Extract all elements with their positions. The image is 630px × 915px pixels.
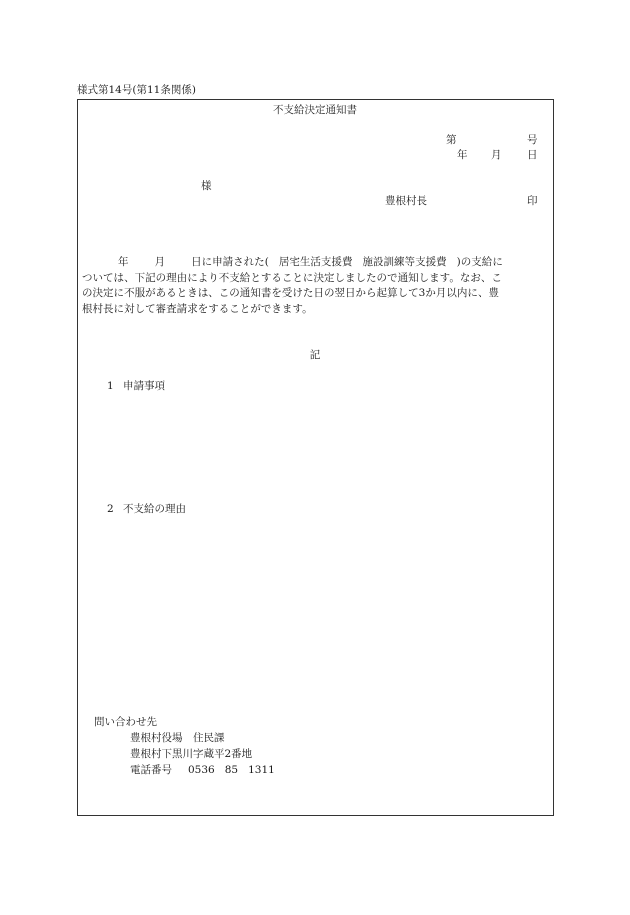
- date-month-label: 月: [491, 149, 502, 161]
- issuer-name: 豊根村長: [385, 195, 427, 207]
- item-denial-reason: [107, 503, 186, 516]
- date-year-label: 年: [457, 149, 468, 161]
- seal-mark: 印: [527, 195, 538, 207]
- ki-heading: 記: [309, 349, 321, 361]
- notice-body: [82, 255, 552, 317]
- option-facility-support: 施設訓練等支援費: [362, 256, 447, 268]
- item-label: 不支給の理由: [123, 503, 186, 515]
- body-month-label: 月: [154, 256, 166, 268]
- notice-line-4: 根村長に対して審査請求をすることができます。: [82, 302, 313, 315]
- document-number-suffix: 号: [527, 134, 538, 146]
- contact-office: 豊根村役場 住民課: [130, 732, 225, 744]
- phone-exchange: 85: [224, 764, 239, 776]
- notice-line-2: ついては、下記の理由により不支給とすることに決定しましたので通知します。なお、こ: [82, 271, 502, 284]
- item-number: 1: [107, 380, 114, 392]
- body-year-label: 年: [118, 256, 129, 268]
- addressee-honorific: 様: [201, 180, 212, 192]
- phone-line-number: 1311: [248, 764, 275, 776]
- body-line-1-tail: )の支給に: [456, 256, 503, 268]
- phone-label: 電話番号: [130, 764, 172, 776]
- contact-heading: 問い合わせ先: [94, 716, 157, 728]
- notice-line-1: [82, 255, 552, 271]
- form-number-label: 様式第14号(第11条関係): [77, 84, 196, 96]
- document-number-prefix: 第: [446, 134, 457, 146]
- item-number: 2: [107, 503, 114, 515]
- item-label: 申請事項: [123, 380, 165, 392]
- form-border: [77, 99, 554, 816]
- phone-area-code: 0536: [188, 764, 215, 776]
- contact-phone: [130, 764, 285, 777]
- option-home-support: 居宅生活支援費: [278, 256, 353, 268]
- item-application-details: [107, 380, 165, 393]
- document-title: 不支給決定通知書: [273, 104, 357, 116]
- date-day-label: 日: [527, 149, 538, 161]
- contact-address: 豊根村下黒川字蔵平2番地: [130, 748, 253, 760]
- body-day-text: 日に申請された(: [191, 256, 269, 268]
- notice-line-3: の決定に不服があるときは、この通知書を受けた日の翌日から起算して3か月以内に、豊: [82, 287, 499, 300]
